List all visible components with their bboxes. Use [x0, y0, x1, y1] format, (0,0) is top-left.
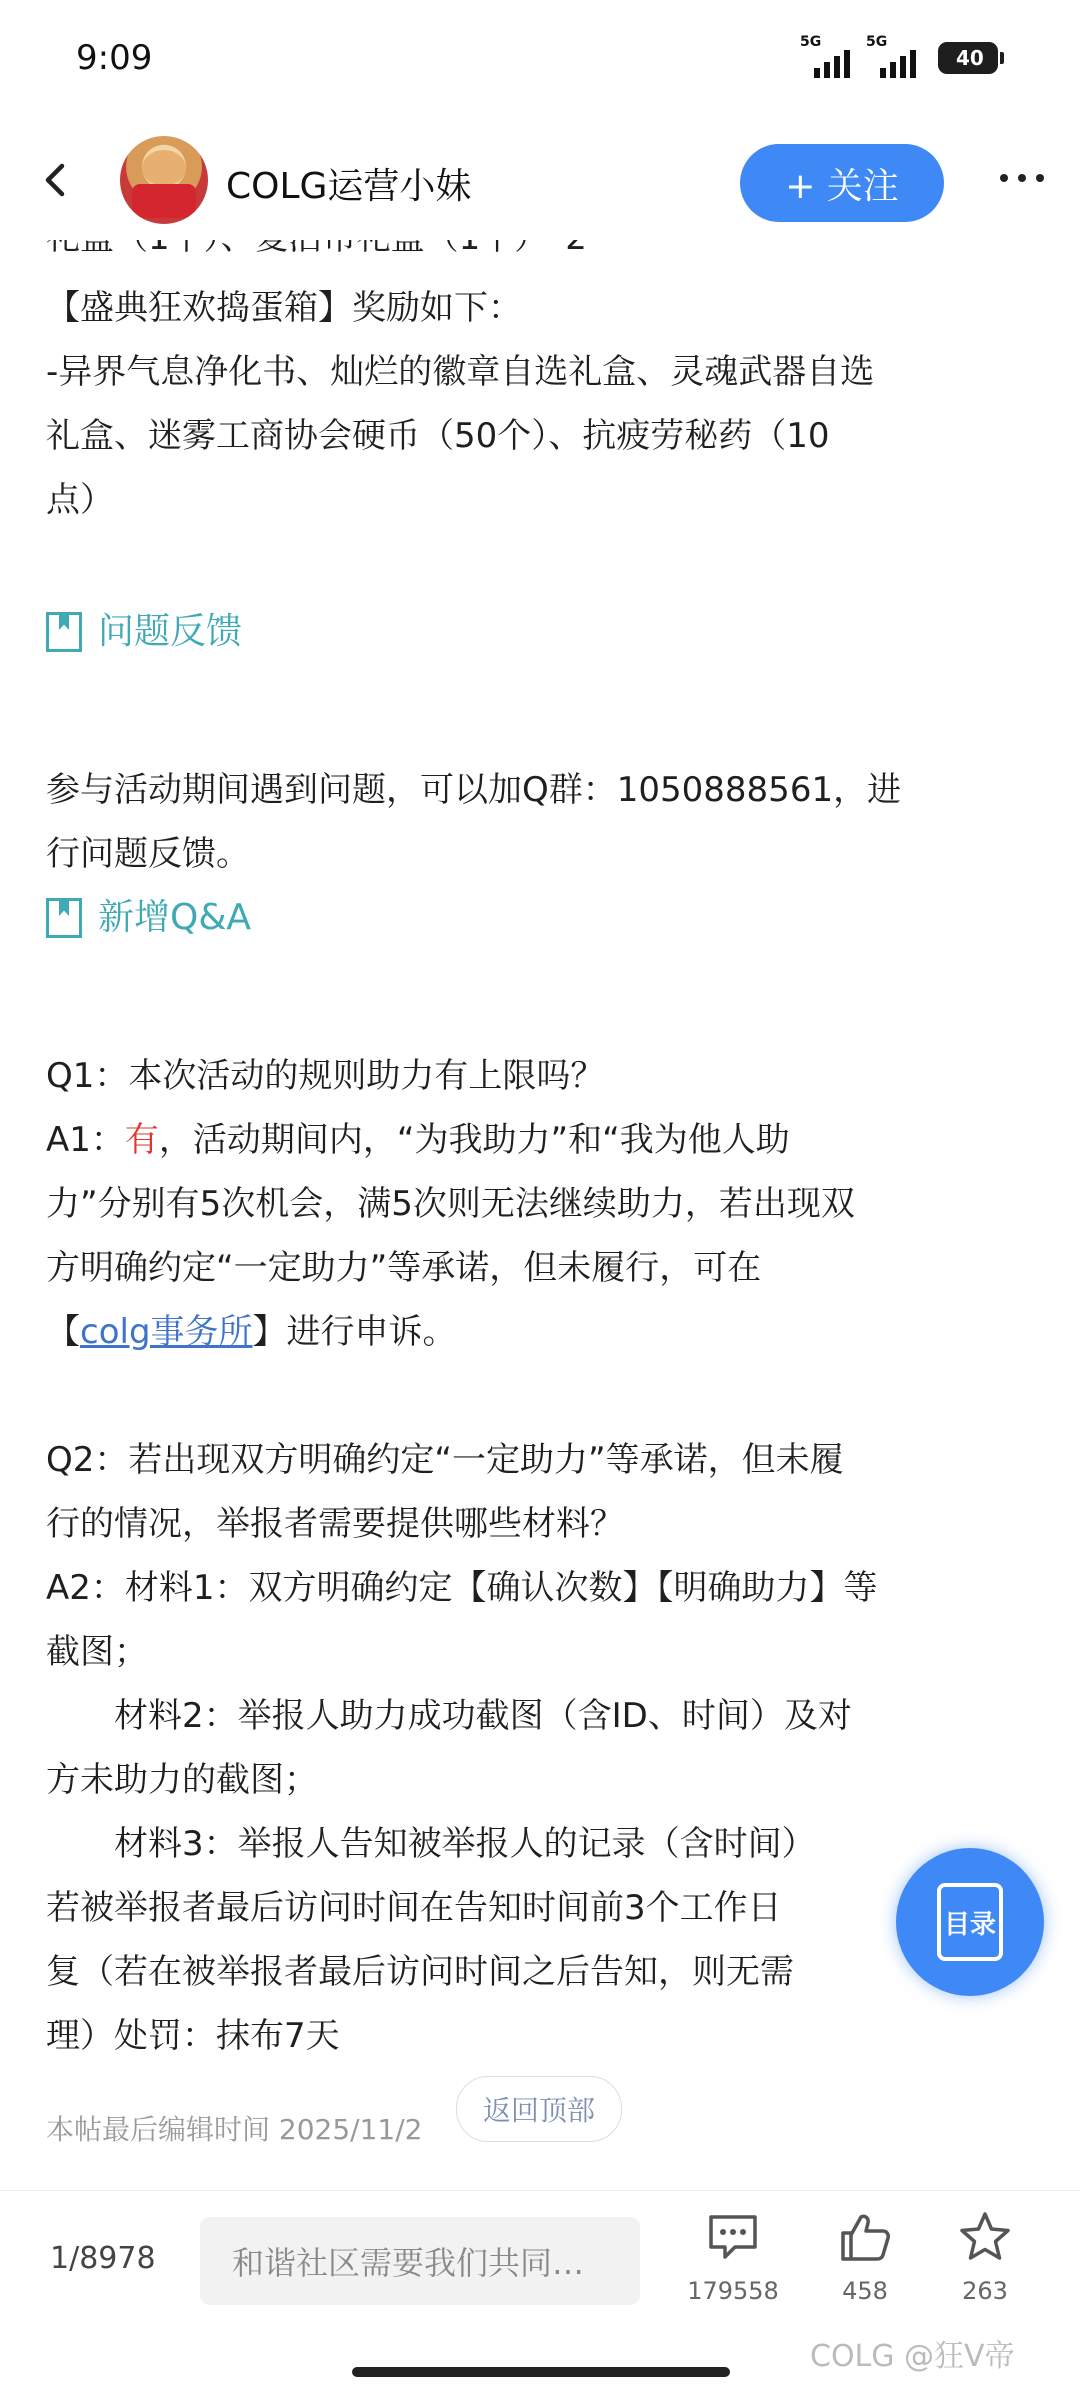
status-time: 9:09: [76, 38, 153, 78]
comment-button[interactable]: [673, 2209, 793, 2339]
question-2-line: 行的情况，举报者需要提供哪些材料？: [46, 1504, 624, 1544]
username[interactable]: COLG运营小妹: [226, 166, 472, 207]
comment-icon: [705, 2209, 761, 2265]
answer-1-line: 力”分别有5次机会，满5次则无法继续助力，若出现双: [46, 1184, 855, 1224]
answer-1-line: 【colg事务所】进行申诉。: [46, 1312, 457, 1352]
favorite-button[interactable]: [925, 2209, 1045, 2339]
answer-2-line: 若被举报者最后访问时间在告知时间前3个工作日: [46, 1888, 782, 1928]
feedback-text: 行问题反馈。: [46, 834, 250, 874]
reward-line: 礼盒、迷雾工商协会硬币（50个）、抗疲劳秘药（10: [46, 416, 830, 456]
answer-2-line: 方未助力的截图；: [46, 1760, 318, 1800]
battery-icon: 40: [938, 42, 998, 74]
reward-heading: 【盛典狂欢捣蛋箱】奖励如下：: [46, 288, 522, 328]
answer-1-line: 方明确约定“一定助力”等承诺，但未履行，可在: [46, 1248, 762, 1288]
answer-2-line: 材料2：举报人助力成功截图（含ID、时间）及对: [46, 1696, 852, 1736]
follow-button[interactable]: + 关注: [740, 144, 944, 222]
last-edit-time: 本帖最后编辑时间 2025/11/2: [46, 2113, 423, 2146]
highlight-yes: 有: [124, 1120, 159, 1160]
answer-2-line: 复（若在被举报者最后访问时间之后告知，则无需: [46, 1952, 794, 1992]
star-icon: [957, 2209, 1013, 2265]
like-button[interactable]: [805, 2209, 925, 2339]
more-dots-icon[interactable]: [1000, 174, 1044, 182]
toc-book-icon: 目录: [937, 1883, 1003, 1961]
answer-1-line: A1：有，活动期间内，“为我助力”和“我为他人助: [46, 1120, 790, 1160]
section-heading-feedback: 问题反馈: [46, 600, 242, 664]
answer-2-line: 截图；: [46, 1632, 148, 1672]
question-1: Q1：本次活动的规则助力有上限吗？: [46, 1056, 605, 1096]
comment-input[interactable]: 和谐社区需要我们共同…: [200, 2217, 640, 2305]
post-header: [0, 120, 1080, 240]
section-heading-qa: 新增Q&A: [46, 886, 251, 950]
page-indicator[interactable]: 1/8978: [50, 2241, 156, 2276]
favorites-count: 263: [962, 2277, 1008, 2305]
chevron-left-icon: [34, 158, 78, 202]
feedback-text: 参与活动期间遇到问题，可以加Q群：1050888561，进: [46, 770, 902, 810]
colg-office-link[interactable]: colg事务所: [80, 1312, 253, 1352]
bookmark-icon: [46, 612, 82, 652]
reward-line: -异界气息净化书、灿烂的徽章自选礼盒、灵魂武器自选: [46, 352, 875, 392]
reward-line: 点）: [46, 480, 114, 520]
status-bar: [0, 0, 1080, 120]
answer-2-line: A2：材料1：双方明确约定【确认次数】【明确助力】等: [46, 1568, 878, 1608]
back-button[interactable]: [34, 158, 78, 202]
signal-icon-1: 5G: [800, 34, 850, 78]
answer-2-line: 材料3：举报人告知被举报人的记录（含时间）: [46, 1824, 816, 1864]
back-to-top-button[interactable]: 返回顶部: [456, 2076, 622, 2142]
thumbs-up-icon: [837, 2209, 893, 2265]
avatar[interactable]: [120, 136, 208, 224]
answer-2-line: 理）处罚：抹布7天: [46, 2016, 340, 2056]
home-indicator[interactable]: [352, 2367, 730, 2377]
bookmark-icon: [46, 898, 82, 938]
watermark: COLG @狂V帝: [810, 2339, 1015, 2374]
likes-count: 458: [842, 2277, 888, 2305]
question-2-line: Q2：若出现双方明确约定“一定助力”等承诺，但未履: [46, 1440, 844, 1480]
signal-icon-2: 5G: [866, 34, 916, 78]
bottom-action-bar: [0, 2190, 1080, 2401]
table-of-contents-button[interactable]: [896, 1848, 1044, 1996]
comments-count: 179558: [687, 2277, 779, 2305]
